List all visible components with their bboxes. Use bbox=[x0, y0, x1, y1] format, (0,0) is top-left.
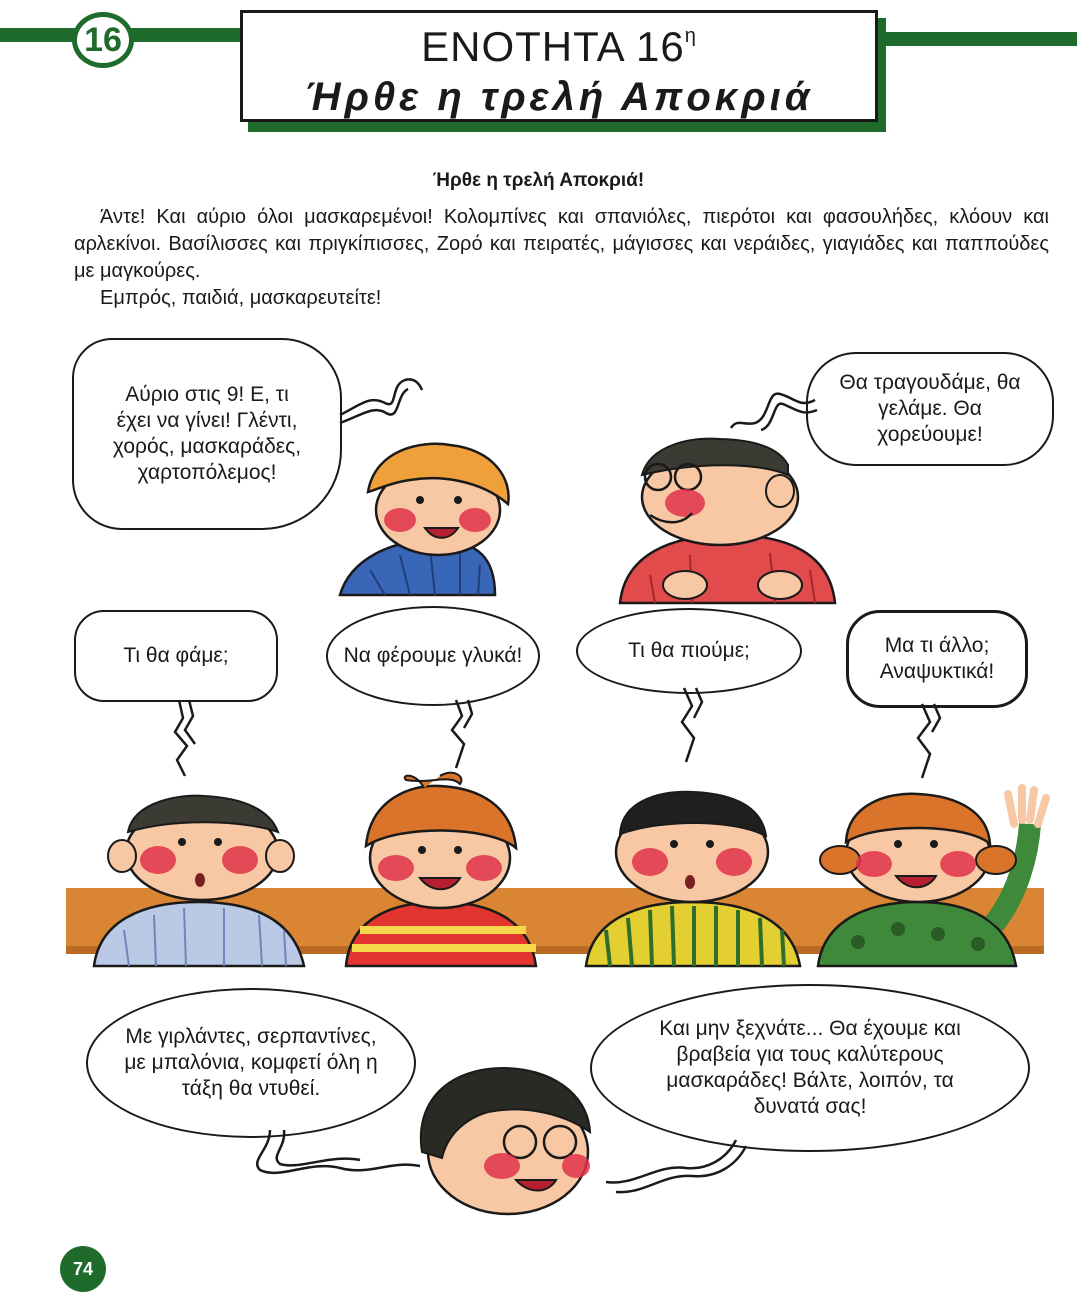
speech-bubble-8-text: Και μην ξεχνάτε... Θα έχουμε και βραβεία για τους καλύτερους μασκαράδες! Βάλτε, λοιπόν, τα δυνατά σας! bbox=[659, 1017, 961, 1118]
speech-bubble-2-text: Θα τραγουδάμε, θα γελάμε. Θα χορεύουμε! bbox=[839, 371, 1021, 446]
text-paragraph-2: Εμπρός, παιδιά, μασκαρευτείτε! bbox=[100, 287, 382, 309]
speech-bubble-6-tail bbox=[908, 702, 948, 782]
speech-bubble-5 bbox=[576, 608, 802, 694]
text-body bbox=[74, 204, 1049, 312]
unit-title bbox=[243, 23, 875, 71]
speech-bubble-6 bbox=[846, 610, 1028, 708]
speech-bubble-6-text: Μα τι άλλο; Αναψυκτικά! bbox=[879, 634, 995, 683]
girl-waving-character bbox=[818, 784, 1058, 966]
boy-yellow-character bbox=[586, 790, 806, 966]
speech-bubble-4 bbox=[326, 606, 540, 706]
unit-number: 16 bbox=[84, 20, 122, 59]
speech-bubble-1-text: Αύριο στις 9! Ε, τι έχει να γίνει! Γλέντι, χορός, μασκαράδες, χαρτοπόλεμος! bbox=[112, 383, 302, 484]
speech-bubble-7-tail bbox=[250, 1120, 430, 1190]
speech-bubble-4-text: Να φέρουμε γλυκά! bbox=[343, 644, 523, 667]
speech-bubble-3-text: Τι θα φάμε; bbox=[123, 644, 229, 667]
text-title: Ήρθε η τρελή Αποκριά! bbox=[432, 170, 645, 191]
speech-bubble-5-text: Τι θα πιούμε; bbox=[628, 639, 750, 662]
teacher-character bbox=[408, 1062, 608, 1218]
speech-bubble-1 bbox=[72, 338, 342, 530]
unit-number-badge bbox=[72, 12, 134, 68]
speech-bubble-3 bbox=[74, 610, 278, 702]
girl-blonde-character bbox=[330, 420, 540, 600]
speech-bubble-7-text: Με γιρλάντες, σερπαντίνες, με μπαλόνια, κομφετί όλη η τάξη θα ντυθεί. bbox=[124, 1025, 378, 1100]
page-number: 74 bbox=[60, 1246, 106, 1292]
unit-subtitle: Ήρθε η τρελή Αποκριά bbox=[304, 75, 814, 119]
speech-bubble-8-tail bbox=[596, 1130, 756, 1200]
girl-striped-character bbox=[340, 770, 550, 966]
unit-title-text: ΕΝΟΤΗΤΑ 16 bbox=[421, 23, 685, 70]
unit-title-superscript: η bbox=[684, 25, 697, 47]
speech-bubble-8 bbox=[590, 984, 1030, 1152]
speech-bubble-7 bbox=[86, 988, 416, 1138]
boy-blue-character bbox=[94, 790, 314, 966]
text-paragraph-1: Άντε! Και αύριο όλοι μασκαρεμένοι! Κολομπίνες και σπανιόλες, πιερότοι και φασουλήδες, κλόουν και αρλεκίνοι. Βασίλισσες και πριγκίπισσες, Ζορό και πειρατές, μάγισσες και νεράιδες, γιαγιάδες και παππούδες με μαγκούρες. bbox=[74, 206, 1049, 282]
header-green-bar-right bbox=[880, 32, 1077, 46]
boy-glasses-character bbox=[610, 425, 860, 605]
speech-bubble-3-tail bbox=[165, 698, 205, 778]
title-box bbox=[240, 10, 878, 122]
speech-bubble-5-tail bbox=[672, 686, 712, 766]
speech-bubble-4-tail bbox=[442, 698, 482, 770]
